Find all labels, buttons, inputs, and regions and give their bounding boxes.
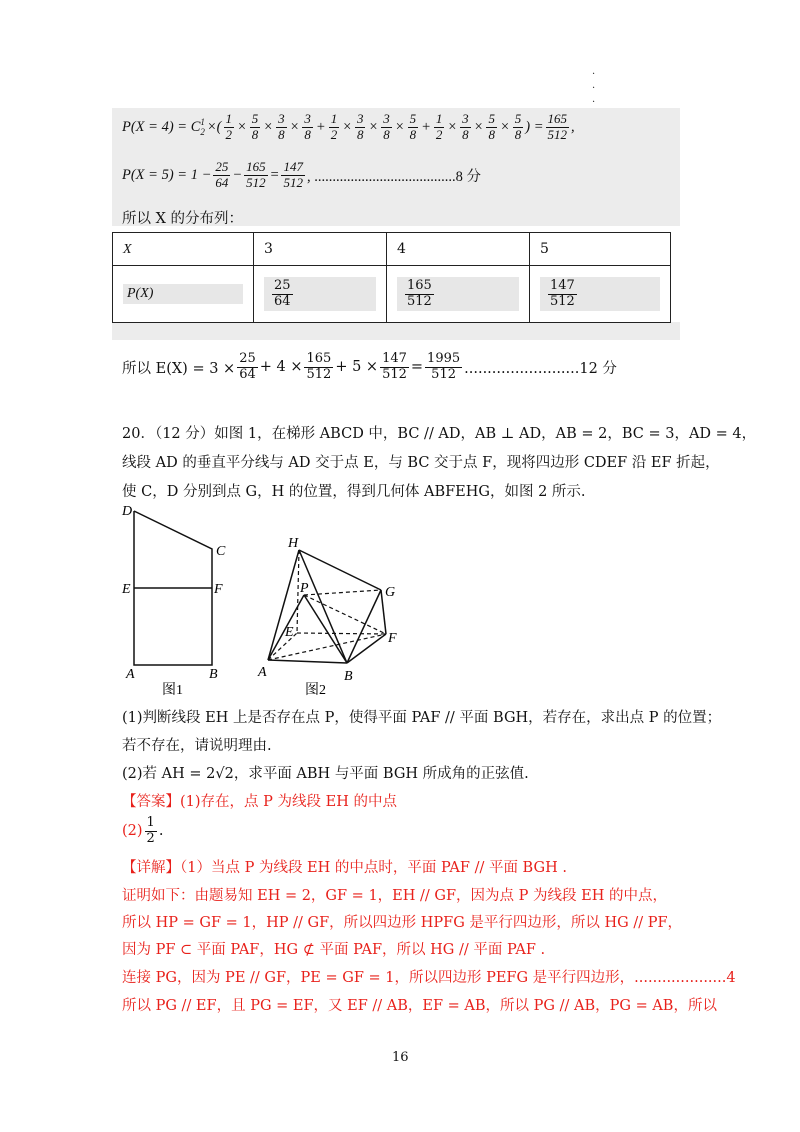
frac-den: 512 <box>550 293 575 309</box>
frac-num: 5 <box>251 111 259 126</box>
distribution-table <box>112 232 671 323</box>
p4-operator: × <box>263 118 274 135</box>
p4-term-frac <box>302 112 313 143</box>
p5-b <box>244 160 268 191</box>
exp-tail: .........................12 分 <box>464 360 617 377</box>
p4-sub: 2 <box>200 127 205 138</box>
p4-close: ) = <box>525 118 544 135</box>
frac-den: 8 <box>488 126 495 142</box>
p4-operator: + <box>315 118 326 135</box>
q20-line2: 线段 AD 的垂直平分线与 AD 交于点 E，与 BC 交于点 F，现将四边形 CDEF 沿 EF 折起， <box>122 455 720 471</box>
q20-line3: 使 C，D 分别到点 G，H 的位置，得到几何体 ABFEHG，如图 2 所示. <box>122 484 586 500</box>
table-header-cell: 4 <box>387 233 530 266</box>
detail-line-1 <box>122 856 567 877</box>
p5-eq: = <box>269 166 280 183</box>
frac-num: 1 <box>225 111 232 126</box>
label-p: P <box>300 581 309 596</box>
sub-question-1b: 若不存在，请说明理由. <box>122 738 272 754</box>
p4-times: ×( <box>206 118 222 135</box>
exp-p2: + 5 × <box>335 359 379 376</box>
p4-term-frac <box>513 112 524 143</box>
sub-question-2: (2)若 AH = 2√2，求平面 ABH 与平面 BGH 所成角的正弦值. <box>122 766 529 782</box>
table-cell <box>254 266 387 323</box>
exp-eq: = <box>410 359 424 376</box>
p5-c-num: 147 <box>283 159 303 174</box>
figure-1-caption: 图1 <box>162 683 183 698</box>
p5-b-den: 512 <box>246 174 266 190</box>
table-cell <box>530 266 671 323</box>
frac-num: 165 <box>407 277 432 293</box>
frac-num: 25 <box>239 351 256 366</box>
p4-term-frac <box>355 112 366 143</box>
table-header-cell: 5 <box>530 233 671 266</box>
frac-num: 5 <box>514 111 522 126</box>
exp-f4 <box>425 352 462 383</box>
detail-tag: 【详解】 <box>122 860 180 876</box>
p4-term-frac <box>250 112 261 143</box>
label-c: C <box>216 544 226 559</box>
p5-c <box>281 160 305 191</box>
table-header-cell: 3 <box>254 233 387 266</box>
p5-minus: − <box>232 166 243 183</box>
value-frac <box>405 279 434 310</box>
p4-term-frac <box>276 112 287 143</box>
exp-p1: + 4 × <box>259 359 303 376</box>
p5-lhs: P(X = 5) = 1 − <box>122 166 212 183</box>
frac-num: 5 <box>409 111 417 126</box>
label-e: E <box>285 625 294 640</box>
detail-line-4: 因为 PF ⊂ 平面 PAF，HG ⊄ 平面 PAF，所以 HG // 平面 PAF . <box>122 942 546 958</box>
p4-operator: × <box>447 118 458 135</box>
frac-den: 2 <box>330 126 338 142</box>
frac-den: 8 <box>304 126 311 142</box>
sub-question-1: (1)判断线段 EH 上是否存在点 P，使得平面 PAF // 平面 BGH，若存在，求出点 P 的位置； <box>122 710 722 726</box>
frac-den: 8 <box>278 126 285 142</box>
p4-term-frac <box>434 112 445 143</box>
label-h: H <box>288 536 299 551</box>
row-label: P(X) <box>123 284 243 304</box>
p5-equation <box>122 160 481 191</box>
p4-operator: × <box>237 118 247 135</box>
frac-num: 5 <box>488 111 495 126</box>
value-frac <box>548 279 577 310</box>
frac-num: 3 <box>383 111 390 126</box>
table-header-cell <box>113 233 254 266</box>
figure-2-caption: 图2 <box>305 683 326 698</box>
p4-result-den: 512 <box>547 126 568 142</box>
p5-c-den: 512 <box>283 174 303 190</box>
exp-lhs: 所以 E(X) = 3 × <box>122 360 236 377</box>
dot: · <box>592 97 596 108</box>
shaded-block-bottom <box>112 322 680 340</box>
exp-f3 <box>380 352 409 383</box>
figure-1 <box>110 500 240 700</box>
figure-2 <box>250 530 410 700</box>
label-f: F <box>388 631 397 646</box>
p4-sup: 1 <box>200 117 205 128</box>
frac-num: 165 <box>306 351 332 366</box>
detail-line-2: 证明如下：由题易知 EH = 2，GF = 1，EH // GF，因为点 P 为线段 EH 的中点， <box>122 888 667 904</box>
frac-den: 8 <box>251 126 259 142</box>
frac-den: 512 <box>382 366 407 382</box>
p4-term-frac <box>224 112 235 143</box>
label-a: A <box>126 667 135 682</box>
p4-tail: , <box>571 118 575 135</box>
p4-terms <box>222 112 526 143</box>
label-a: A <box>258 665 267 680</box>
frac-den: 2 <box>146 830 155 846</box>
label-b: B <box>344 669 353 684</box>
table-cell <box>387 266 530 323</box>
table-row <box>113 233 671 266</box>
p5-a-num: 25 <box>215 159 229 174</box>
p4-operator: × <box>342 118 352 135</box>
frac-den: 512 <box>306 366 332 382</box>
p4-term-frac <box>460 112 471 143</box>
label-d: D <box>122 504 133 519</box>
p4-operator: × <box>289 118 300 135</box>
p4-result-num: 165 <box>547 111 568 126</box>
frac-num: 3 <box>356 111 364 126</box>
p4-operator: × <box>473 118 484 135</box>
frac-num: 3 <box>278 111 285 126</box>
p5-tail: , .......................................8 分 <box>306 168 481 185</box>
label-e: E <box>122 582 131 597</box>
p4-operator: × <box>394 118 405 135</box>
frac-den: 8 <box>462 126 469 142</box>
answer-2-suffix: . <box>158 823 164 840</box>
answer-line-1 <box>122 790 397 811</box>
page-number: 16 <box>392 1050 409 1065</box>
corner-dots <box>592 68 595 110</box>
label-g: G <box>385 585 396 600</box>
answer-tag: 【答案】 <box>122 794 180 810</box>
answer-2-frac <box>145 816 157 847</box>
frac-num: 1995 <box>427 351 461 366</box>
frac-den: 2 <box>225 126 232 142</box>
frac-den: 2 <box>435 126 443 142</box>
p4-term-frac <box>408 112 419 143</box>
p5-a <box>213 160 230 191</box>
p4-operator: × <box>499 118 510 135</box>
value-frac <box>272 279 293 310</box>
frac-num: 3 <box>462 111 469 126</box>
label-b: B <box>209 667 218 682</box>
p4-equation <box>122 112 575 143</box>
p4-operator: × <box>368 118 379 135</box>
exp-f1 <box>237 352 258 383</box>
frac-den: 64 <box>274 293 291 309</box>
frac-num: 1 <box>146 815 155 830</box>
frac-num: 147 <box>382 351 407 366</box>
dist-intro: 所以 X 的分布列： <box>122 211 244 227</box>
p4-lhs: P(X = 4) = C <box>122 118 201 135</box>
answer-line-2 <box>122 816 163 847</box>
detail-line-5: 连接 PG，因为 PE // GF，PE = GF = 1，所以四边形 PEFG 是平行四边形，....................4 <box>122 970 736 986</box>
label-f: F <box>214 582 223 597</box>
detail-line-6: 所以 PG // EF，且 PG = EF，又 EF // AB，EF = AB，所以 PG // AB，PG = AB，所以 <box>122 998 717 1014</box>
frac-den: 512 <box>431 366 456 382</box>
q20-line1: 20．（12 分）如图 1，在梯形 ABCD 中，BC // AD，AB ⊥ AD，AB = 2，BC = 3，AD = 4， <box>122 426 757 442</box>
frac-num: 147 <box>550 277 575 293</box>
frac-den: 8 <box>383 126 390 142</box>
frac-den: 8 <box>409 126 417 142</box>
dot: · <box>592 69 596 80</box>
detail-text-1: （1）当点 P 为线段 EH 的中点时，平面 PAF // 平面 BGH . <box>180 860 567 876</box>
exp-f2 <box>304 352 333 383</box>
p4-result <box>546 112 570 143</box>
p5-a-den: 64 <box>215 174 229 190</box>
frac-den: 8 <box>356 126 364 142</box>
frac-num: 1 <box>435 111 443 126</box>
frac-den: 8 <box>514 126 522 142</box>
table-row <box>113 266 671 323</box>
header-x: X <box>123 241 132 257</box>
frac-num: 25 <box>274 277 291 293</box>
table-cell <box>113 266 254 323</box>
dot: · <box>592 83 596 94</box>
p4-operator: + <box>421 118 431 135</box>
detail-line-3: 所以 HP = GF = 1，HP // GF，所以四边形 HPFG 是平行四边形，所以 HG // PF， <box>122 915 683 931</box>
expectation-equation <box>122 352 617 383</box>
answer-2-prefix: (2) <box>122 823 143 840</box>
answer-1: (1)存在，点 P 为线段 EH 的中点 <box>180 794 397 810</box>
p4-term-frac <box>486 112 497 143</box>
p5-b-num: 165 <box>246 159 266 174</box>
frac-den: 512 <box>407 293 432 309</box>
frac-num: 3 <box>304 111 311 126</box>
frac-den: 64 <box>239 366 256 382</box>
p4-term-frac <box>381 112 392 143</box>
p4-term-frac <box>329 112 340 143</box>
frac-num: 1 <box>330 111 338 126</box>
